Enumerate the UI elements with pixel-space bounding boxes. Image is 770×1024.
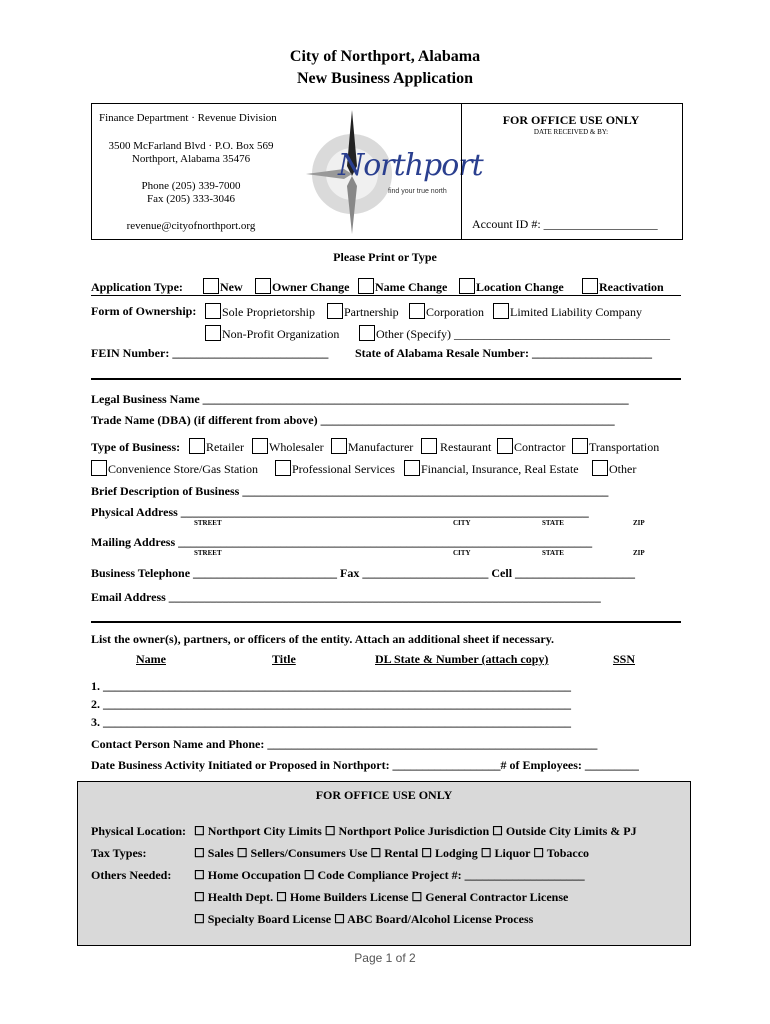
trade-name-field[interactable]: Trade Name (DBA) (if different from above) _________________________________________________ bbox=[91, 413, 615, 427]
address-line1: 3500 McFarland Blvd · P.O. Box 569 bbox=[108, 140, 274, 152]
others-needed-options[interactable]: ☐ Home Occupation ☐ Code Compliance Project #: ____________________ bbox=[194, 868, 585, 882]
biz-financial[interactable]: Financial, Insurance, Real Estate bbox=[404, 460, 579, 477]
checkbox[interactable] bbox=[203, 278, 219, 294]
office-use-heading: FOR OFFICE USE ONLY bbox=[315, 788, 453, 802]
ownership-sole[interactable]: Sole Proprietorship bbox=[205, 303, 315, 320]
fax-text: Fax (205) 333-3046 bbox=[147, 193, 235, 205]
others-needed-label: Others Needed: bbox=[91, 868, 172, 882]
biz-other[interactable]: Other bbox=[592, 460, 636, 477]
owner-row[interactable]: 3. ______________________________________________________________________________ bbox=[91, 715, 571, 729]
email-address-field[interactable]: Email Address ________________________________________________________________________ bbox=[91, 590, 601, 604]
checkbox[interactable] bbox=[327, 303, 343, 319]
biz-manufacturer[interactable]: Manufacturer bbox=[331, 438, 413, 455]
app-type-name-change[interactable]: Name Change bbox=[358, 278, 447, 295]
app-type-reactivation[interactable]: Reactivation bbox=[582, 278, 664, 295]
biz-professional[interactable]: Professional Services bbox=[275, 460, 395, 477]
city-label: CITY bbox=[453, 519, 471, 527]
checkbox[interactable] bbox=[404, 460, 420, 476]
city-label: CITY bbox=[453, 549, 471, 557]
ownership-label: Form of Ownership: bbox=[91, 304, 197, 318]
biz-wholesaler[interactable]: Wholesaler bbox=[252, 438, 324, 455]
office-use-title: FOR OFFICE USE ONLY bbox=[502, 113, 640, 127]
state-label: STATE bbox=[542, 519, 564, 527]
page-number: Page 1 of 2 bbox=[354, 951, 416, 965]
owners-header-title: Title bbox=[272, 652, 296, 666]
account-id: Account ID #: ___________________ bbox=[472, 217, 658, 231]
checkbox[interactable] bbox=[189, 438, 205, 454]
checkbox[interactable] bbox=[459, 278, 475, 294]
checkbox[interactable] bbox=[572, 438, 588, 454]
dept-text: Finance Department · Revenue Division bbox=[99, 112, 277, 124]
checkbox[interactable] bbox=[252, 438, 268, 454]
business-type-label: Type of Business: bbox=[91, 440, 181, 454]
physical-location-label: Physical Location: bbox=[91, 824, 186, 838]
date-received-label: DATE RECEIVED & BY: bbox=[533, 128, 609, 136]
biz-contractor[interactable]: Contractor bbox=[497, 438, 565, 455]
physical-location-options[interactable]: ☐ Northport City Limits ☐ Northport Police Jurisdiction ☐ Outside City Limits & PJ bbox=[194, 824, 637, 838]
contact-person-field[interactable]: Contact Person Name and Phone: _______________________________________________________ bbox=[91, 737, 598, 751]
others-needed-options[interactable]: ☐ Health Dept. ☐ Home Builders License ☐ General Contractor License bbox=[194, 890, 569, 904]
checkbox[interactable] bbox=[493, 303, 509, 319]
app-type-owner-change[interactable]: Owner Change bbox=[255, 278, 349, 295]
checkbox[interactable] bbox=[205, 303, 221, 319]
brief-description-field[interactable]: Brief Description of Business _____________________________________________________________ bbox=[91, 484, 609, 498]
owners-header-name: Name bbox=[136, 652, 166, 666]
app-type-location-change[interactable]: Location Change bbox=[459, 278, 564, 295]
checkbox[interactable] bbox=[592, 460, 608, 476]
email-text: revenue@cityofnorthport.org bbox=[126, 220, 256, 232]
print-instruction: Please Print or Type bbox=[333, 250, 437, 264]
resale-number-field[interactable]: State of Alabama Resale Number: ____________________ bbox=[355, 346, 652, 360]
app-type-label: Application Type: bbox=[91, 280, 183, 294]
owners-header-ssn: SSN bbox=[613, 652, 636, 666]
telephone-field[interactable]: Business Telephone ________________________ Fax _____________________ Cell ____________________ bbox=[91, 566, 636, 580]
checkbox[interactable] bbox=[91, 460, 107, 476]
checkbox[interactable] bbox=[205, 325, 221, 341]
zip-label: ZIP bbox=[633, 549, 645, 557]
street-label: STREET bbox=[194, 519, 222, 527]
street-label: STREET bbox=[194, 549, 222, 557]
ownership-corporation[interactable]: Corporation bbox=[409, 303, 484, 320]
ownership-llc[interactable]: Limited Liability Company bbox=[493, 303, 642, 320]
legal-name-field[interactable]: Legal Business Name _______________________________________________________________________ bbox=[91, 392, 629, 406]
ownership-nonprofit[interactable]: Non-Profit Organization bbox=[205, 325, 339, 342]
mailing-address-field[interactable]: Mailing Address _____________________________________________________________________ bbox=[91, 535, 593, 549]
biz-retailer[interactable]: Retailer bbox=[189, 438, 244, 455]
checkbox[interactable] bbox=[275, 460, 291, 476]
owner-row[interactable]: 2. ______________________________________________________________________________ bbox=[91, 697, 571, 711]
checkbox[interactable] bbox=[409, 303, 425, 319]
checkbox[interactable] bbox=[582, 278, 598, 294]
state-label: STATE bbox=[542, 549, 564, 557]
biz-restaurant[interactable]: Restaurant bbox=[421, 438, 491, 455]
owner-row[interactable]: 1. ______________________________________________________________________________ bbox=[91, 679, 571, 693]
ownership-other[interactable]: Other (Specify) ____________________________________ bbox=[359, 325, 670, 342]
zip-label: ZIP bbox=[633, 519, 645, 527]
checkbox[interactable] bbox=[358, 278, 374, 294]
address-line2: Northport, Alabama 35476 bbox=[131, 153, 251, 165]
checkbox[interactable] bbox=[497, 438, 513, 454]
fein-field[interactable]: FEIN Number: __________________________ bbox=[91, 346, 329, 360]
logo-text: Northport bbox=[338, 148, 483, 183]
phone-text: Phone (205) 339-7000 bbox=[141, 180, 241, 192]
form-title: City of Northport, Alabama bbox=[289, 48, 481, 65]
logo-tagline: find your true north bbox=[388, 188, 447, 195]
physical-address-field[interactable]: Physical Address ____________________________________________________________________ bbox=[91, 505, 589, 519]
checkbox[interactable] bbox=[255, 278, 271, 294]
form-subtitle: New Business Application bbox=[296, 70, 474, 87]
tax-types-options[interactable]: ☐ Sales ☐ Sellers/Consumers Use ☐ Rental ☐ Lodging ☐ Liquor ☐ Tobacco bbox=[194, 846, 590, 860]
tax-types-label: Tax Types: bbox=[91, 846, 147, 860]
biz-transportation[interactable]: Transportation bbox=[572, 438, 659, 455]
owners-header-dl: DL State & Number (attach copy) bbox=[375, 652, 549, 666]
app-type-new[interactable]: New bbox=[203, 278, 243, 295]
ownership-partnership[interactable]: Partnership bbox=[327, 303, 399, 320]
checkbox[interactable] bbox=[331, 438, 347, 454]
checkbox[interactable] bbox=[359, 325, 375, 341]
date-initiated-field[interactable]: Date Business Activity Initiated or Proposed in Northport: __________________# of Employees: _________ bbox=[91, 758, 639, 772]
others-needed-options[interactable]: ☐ Specialty Board License ☐ ABC Board/Alcohol License Process bbox=[194, 912, 534, 926]
checkbox[interactable] bbox=[421, 438, 437, 454]
owners-intro: List the owner(s), partners, or officers of the entity. Attach an additional sheet if necessary. bbox=[91, 632, 555, 646]
biz-convenience[interactable]: Convenience Store/Gas Station bbox=[91, 460, 258, 477]
